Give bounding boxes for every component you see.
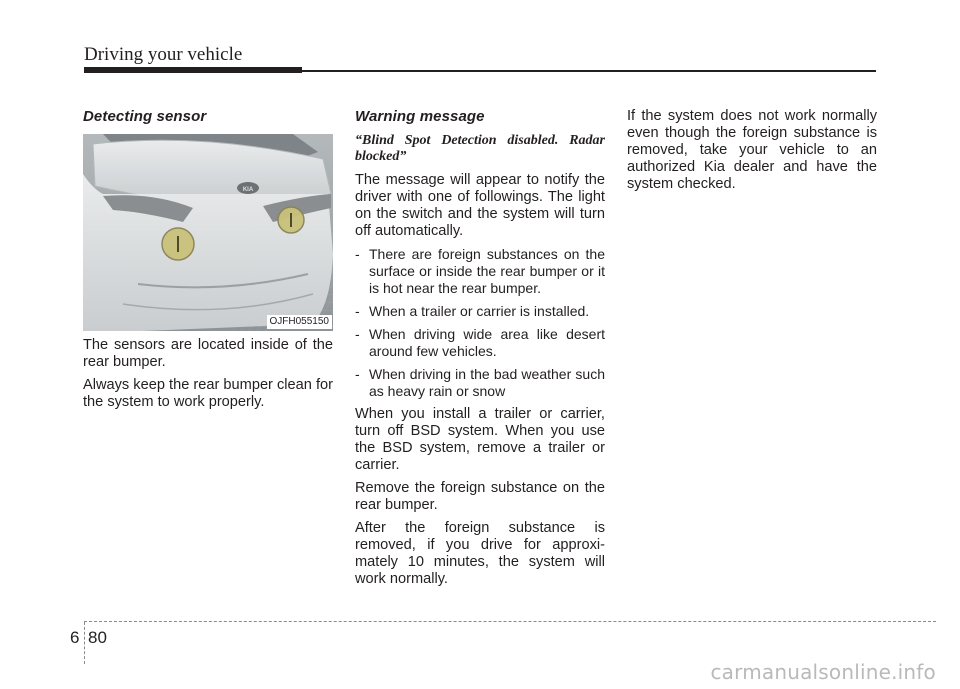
- section-heading-detecting-sensor: Detecting sensor: [83, 108, 207, 125]
- svg-text:KIA: KIA: [242, 187, 254, 193]
- column-warning-message: [355, 108, 605, 594]
- list-item: [355, 326, 605, 360]
- warning-quote: “Blind Spot Detection disabled. Radar blocked”: [355, 133, 605, 164]
- footer-rule: [84, 621, 936, 622]
- list-item-text: When driving wide area like desert around few vehicles.: [369, 326, 605, 359]
- header-rule-thick: [84, 67, 302, 73]
- footer-divider: [84, 622, 85, 664]
- paragraph: Always keep the rear bumper clean for the system to work properly.: [83, 377, 333, 410]
- figure-code-label: OJFH055150: [267, 315, 332, 329]
- list-dash: -: [355, 303, 360, 319]
- list-item: [355, 303, 605, 320]
- figure-rear-bumper-sensors: [83, 134, 333, 331]
- list-item: [355, 366, 605, 400]
- page-number: 80: [88, 628, 107, 647]
- list-dash: -: [355, 246, 360, 262]
- paragraph: Remove the foreign substance on the rear bumper.: [355, 480, 605, 513]
- list-dash: -: [355, 366, 360, 382]
- watermark-link[interactable]: carmanualsonline.info: [710, 660, 936, 684]
- paragraph: The message will appear to notify the driver with one of followings. The light on the switch and the system will turn off automatically.: [355, 172, 605, 239]
- paragraph: When you install a trailer or carrier, turn off BSD system. When you use the BSD system, remove a trailer or carrier.: [355, 406, 605, 473]
- list-dash: -: [355, 326, 360, 342]
- paragraph: After the foreign substance is removed, if you drive for approxi-mately 10 minutes, the system will work normally.: [355, 520, 605, 587]
- column-troubleshooting: [627, 108, 877, 199]
- paragraph: The sensors are located inside of the rear bumper.: [83, 337, 333, 370]
- list-item-text: When driving in the bad weather such as heavy rain or snow: [369, 366, 605, 399]
- column-detecting-sensor: [83, 108, 333, 417]
- chapter-number: 6: [70, 628, 80, 647]
- header-rule-thin: [302, 70, 876, 72]
- condition-list: [355, 246, 605, 400]
- list-item: [355, 246, 605, 297]
- list-item-text: When a trailer or carrier is installed.: [369, 303, 590, 319]
- section-heading-warning-message: Warning message: [355, 108, 485, 125]
- page-header-title: Driving your vehicle: [84, 44, 243, 65]
- paragraph: If the system does not work normally even though the foreign substance is removed, take your vehicle to an authorized Kia dealer and have the system checked.: [627, 108, 877, 192]
- car-rear-illustration-icon: [83, 134, 333, 331]
- list-item-text: There are foreign substances on the surface or inside the rear bumper or it is hot near the rear bumper.: [369, 246, 605, 296]
